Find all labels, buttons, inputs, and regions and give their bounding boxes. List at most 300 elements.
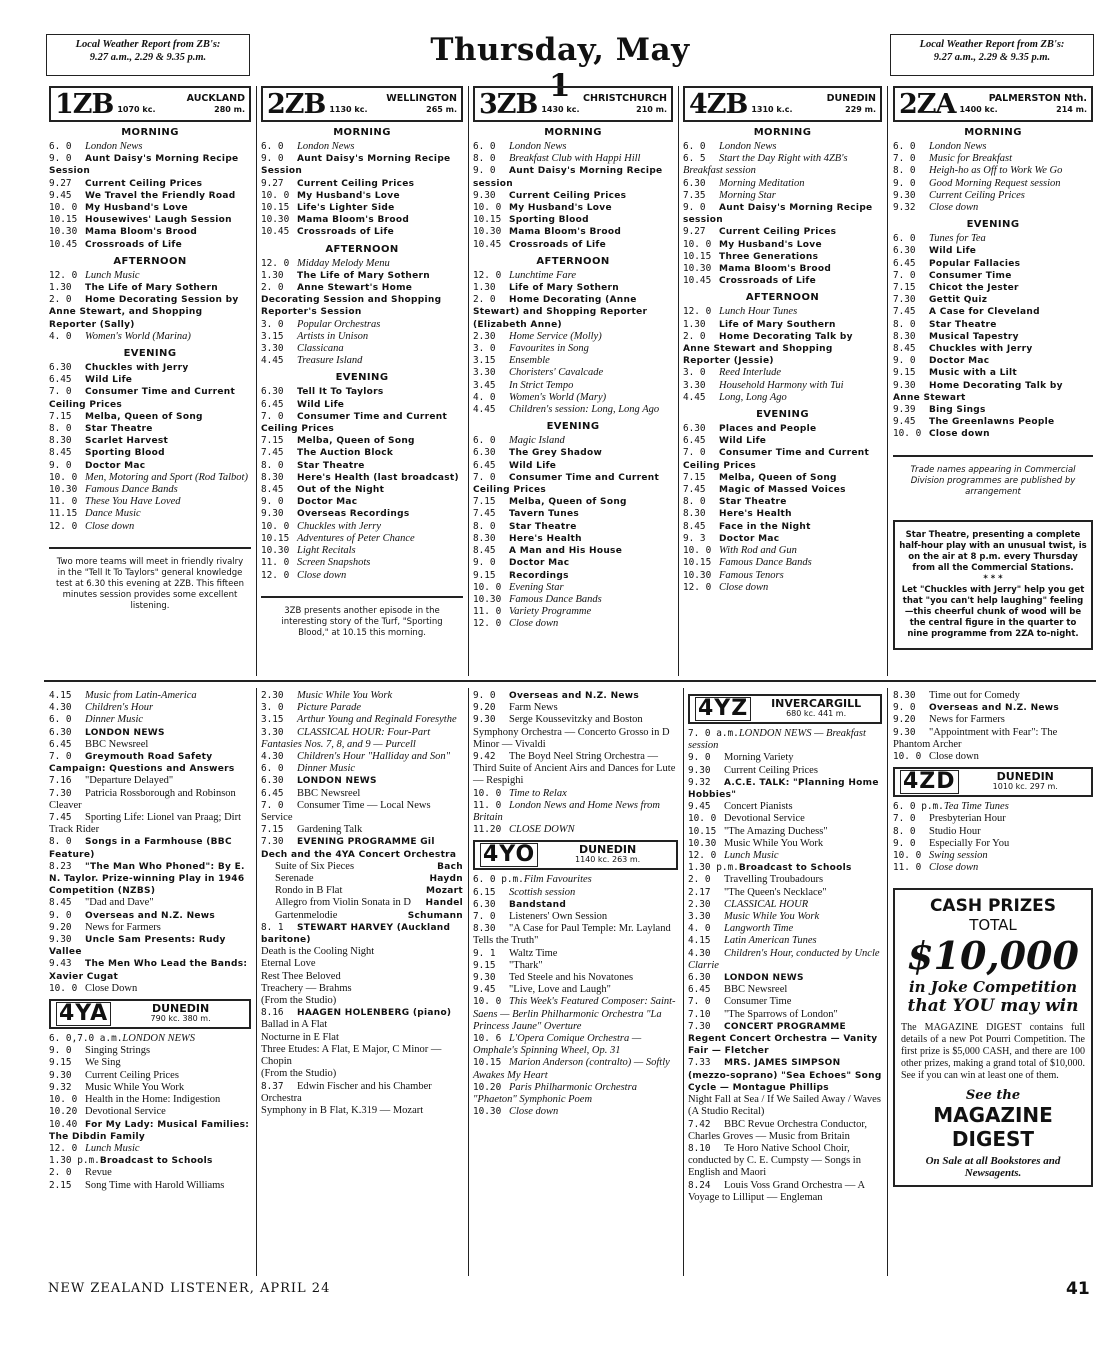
programme-title: Crossroads of Life	[297, 227, 395, 238]
programme-time: 9.15	[473, 959, 496, 971]
programme-title: Music While You Work	[724, 911, 820, 923]
programme-title: Morning Star	[719, 189, 776, 201]
programme-title: Wild Life	[719, 436, 767, 447]
programme-time: 7.30	[893, 294, 916, 306]
programme-item	[473, 508, 673, 520]
programme-title: Travelling Troubadours	[724, 874, 824, 886]
programme-item	[473, 355, 673, 367]
programme-title: Symphony in B Flat, K.319 — Mozart	[261, 1104, 424, 1116]
piece-composer: Schumann	[407, 910, 463, 921]
programme-item	[688, 984, 882, 996]
programme-item	[473, 557, 673, 569]
programme-title: London News	[297, 141, 355, 152]
programme-time: 9. 0	[473, 557, 496, 569]
programme-time: 9. 0	[49, 1045, 72, 1057]
programme-time: 10.20	[473, 1081, 502, 1093]
programme-item	[473, 1106, 678, 1118]
programme-time: 10. 0	[683, 545, 712, 557]
programme-title: Song Time with Harold Williams	[85, 1179, 225, 1191]
programme-title: Music with a Lilt	[929, 368, 1018, 379]
programme-time: 9.30	[49, 934, 72, 946]
programme-title: Chuckles with Jerry	[85, 363, 189, 374]
programme-time: 7.15	[893, 282, 916, 294]
programme-item	[261, 355, 463, 367]
station-city: DUNEDIN	[996, 770, 1054, 784]
programme-title: Crossroads of Life	[509, 239, 607, 250]
magazine-digest-ad	[893, 888, 1093, 1187]
programme-time: 7.15	[261, 824, 284, 836]
programme-title: Melba, Queen of Song	[719, 472, 837, 483]
programme-title: Heigh-ho as Off to Work We Go	[929, 165, 1063, 177]
station-frequency: 1140 kc. 263 m.	[574, 855, 641, 865]
programme-title: Doctor Mac	[509, 558, 570, 569]
column-divider	[887, 688, 888, 1276]
programme-item	[473, 984, 678, 996]
programme-item	[49, 1167, 251, 1179]
programme-time: 12. 0	[683, 306, 712, 318]
programme-time: 9.43	[49, 958, 72, 970]
programme-title: LONDON NEWS	[122, 1033, 196, 1045]
programme-title: Here's Health	[719, 509, 792, 520]
programme-time: 9. 0	[683, 202, 706, 214]
programme-item	[893, 404, 1093, 416]
programme-time: 10.30	[473, 593, 502, 605]
programme-title: Wild Life	[509, 460, 557, 471]
programme-item	[261, 1044, 463, 1068]
programme-item	[261, 508, 463, 520]
programme-time: 12. 0	[683, 581, 712, 593]
programme-item	[473, 690, 678, 702]
programme-title: Consumer Time and Current Ceiling Prices	[261, 411, 448, 435]
programme-item	[261, 714, 463, 726]
ad-joke-competition: in Joke Competition	[908, 978, 1078, 997]
programme-time: 10.20	[49, 1106, 78, 1118]
programme-item	[893, 751, 1093, 763]
programme-time: 2.30	[261, 690, 284, 701]
programme-time: 7. 0	[893, 813, 916, 825]
programme-item	[893, 813, 1093, 825]
programme-title: Close down	[509, 1106, 559, 1118]
programme-item	[683, 331, 882, 368]
programme-time: 9. 0	[688, 752, 711, 764]
programme-item	[473, 521, 673, 533]
programme-title: Home Decorating (Anne Stewart) and Shopping Reporter (Elizabeth Anne)	[473, 295, 648, 330]
programme-item	[688, 899, 882, 911]
programme-title: Close down	[929, 751, 979, 763]
programme-time: 8.30	[49, 435, 72, 447]
programme-time: 3.30	[261, 726, 284, 738]
weather-line1: Local Weather Report from ZB's:	[919, 39, 1065, 50]
programme-item	[49, 1155, 251, 1167]
programme-item	[261, 1081, 463, 1105]
station-kc: 1070 kc.	[117, 105, 156, 114]
programme-item	[893, 343, 1093, 355]
programme-title: Light Recitals	[297, 545, 356, 557]
programme-title: L'Opera Comique Orchestra — Omphale's Spinning Wheel, Op. 31	[473, 1033, 642, 1057]
programme-item	[473, 226, 673, 238]
station-info	[751, 93, 876, 115]
programme-time: 12. 0	[473, 269, 502, 281]
programme-title: EVENING PROGRAMME Gil Dech and the 4YA Concert Orchestra	[261, 837, 457, 860]
programme-title: Current Ceiling Prices	[85, 1069, 179, 1081]
programme-title: Devotional Service	[724, 813, 805, 825]
programme-title: Listeners' Own Session	[509, 911, 608, 923]
programme-time: 10.15	[49, 214, 78, 226]
programme-item	[261, 214, 463, 226]
programme-title: Anne Stewart's Home Decorating Session and Shopping Reporter's Session	[261, 283, 442, 318]
programme-title: Home Decorating Session by Anne Stewart, and Shopping Reporter (Sally)	[49, 295, 239, 330]
weather-box-left	[46, 34, 250, 76]
programme-time: 2. 0	[49, 294, 72, 306]
programme-item	[688, 765, 882, 777]
programme-time: 7. 0	[683, 447, 706, 459]
programme-time: 6.30	[683, 423, 706, 435]
programme-item	[49, 690, 251, 702]
station-frequency: 790 kc. 380 m.	[150, 1014, 211, 1024]
programme-time: 10.30	[261, 545, 290, 557]
music-piece	[261, 897, 463, 909]
bottom-column-1	[46, 690, 254, 1276]
station-info	[959, 93, 1087, 115]
programme-time: 11.20	[473, 824, 502, 836]
programme-time: 10.15	[261, 532, 290, 544]
programme-title: Scottish session	[509, 886, 576, 898]
programme-item	[261, 178, 463, 190]
programme-time: 1.30	[473, 282, 496, 294]
station-column-2za	[890, 86, 1096, 671]
programme-title: Lunch Music	[85, 1142, 140, 1154]
programme-item	[261, 411, 463, 435]
programme-item	[49, 214, 251, 226]
programme-title: Langworth Time	[724, 923, 794, 935]
station-info	[541, 93, 667, 115]
programme-item	[49, 751, 251, 775]
station-city: INVERCARGILL	[771, 697, 862, 710]
programme-title: Star Theatre	[297, 460, 365, 471]
programme-title: For My Lady: Musical Families: The Dibdin Family	[49, 1119, 250, 1142]
programme-time: 7. 0	[688, 996, 711, 1008]
programme-time: 6. 0	[893, 233, 916, 245]
programme-item	[473, 270, 673, 282]
programme-time: 8. 0	[473, 153, 496, 165]
programme-time: 9.39	[893, 404, 916, 416]
programme-time: 6.45	[261, 398, 284, 410]
programme-title: Popular Fallacies	[929, 258, 1021, 269]
programme-title: Treasure Island	[297, 355, 363, 367]
programme-item	[893, 202, 1093, 214]
programme-item	[49, 1057, 251, 1069]
programme-title: Children's session: Long, Long Ago	[509, 404, 660, 416]
programme-item	[473, 165, 673, 189]
programme-title: Aunt Daisy's Morning Recipe session	[683, 203, 873, 226]
programme-title: Close down	[719, 581, 769, 593]
programme-title: Close Down	[85, 982, 138, 994]
station-callsign: 3ZB	[479, 88, 538, 120]
ad-body: The MAGAZINE DIGEST contains full details of a new Pot Pourri Competition. The first prize is $5,000 CASH, and there are 100 other prizes, making a grand total of $10,000. See if you can win at least one of them.	[901, 1022, 1085, 1082]
programme-title: Famous Dance Bands	[719, 557, 812, 569]
programme-item	[688, 911, 882, 923]
programme-time: 10.15	[473, 1057, 502, 1069]
section-heading-afternoon: AFTERNOON	[745, 292, 820, 304]
programme-time: 8.24	[688, 1179, 711, 1191]
programme-time: 10. 0	[893, 428, 922, 440]
music-piece	[261, 873, 463, 885]
programme-time: 10. 0	[683, 238, 712, 250]
programme-title: Music for Breakfast	[929, 153, 1013, 165]
station-frequency	[959, 104, 1087, 115]
programme-item	[683, 533, 882, 545]
programme-item	[893, 282, 1093, 294]
programme-item	[473, 1057, 678, 1081]
programme-time: 6.30	[49, 726, 72, 738]
programme-title: Lunch Music	[85, 269, 140, 281]
programme-item	[683, 521, 882, 533]
programme-item	[683, 557, 882, 569]
programme-item	[683, 306, 882, 318]
programme-item	[473, 948, 678, 960]
programme-time: 2. 0	[688, 874, 711, 886]
programme-item	[473, 960, 678, 972]
programme-time: 10.30	[683, 569, 712, 581]
programme-title: Consumer Time	[929, 270, 1012, 281]
programme-title: We Travel the Friendly Road	[85, 190, 236, 201]
programme-item	[49, 775, 251, 787]
programme-title: London News and Home News from Britain	[473, 799, 660, 824]
programme-time: 9. 0	[893, 837, 916, 849]
programme-item	[261, 472, 463, 484]
programme-time: 7.15	[261, 435, 284, 447]
programme-item	[473, 996, 678, 1033]
programme-title: Chuckles with Jerry	[297, 520, 381, 532]
programme-title: "Live, Love and Laugh"	[509, 984, 611, 996]
programme-title: Night Fall at Sea / If We Sailed Away / Waves (A Studio Recital)	[688, 1094, 881, 1118]
programme-item	[473, 404, 673, 416]
programme-title: Close down	[929, 429, 990, 440]
programme-title: Chicot the Jester	[929, 283, 1019, 294]
programme-item	[261, 995, 463, 1007]
programme-item	[683, 582, 882, 594]
programme-item	[683, 496, 882, 508]
programme-title: (From the Studio)	[261, 1068, 337, 1080]
station-info	[117, 93, 245, 115]
footer-page-number: 41	[1066, 1279, 1090, 1299]
programme-time: 11. 0	[261, 557, 290, 569]
programme-time: 12. 0	[261, 569, 290, 581]
programme-title: BBC Newsreel	[297, 787, 361, 799]
programme-time: 9.30	[893, 379, 916, 391]
programme-title: Music While You Work	[85, 1081, 185, 1093]
programme-time: 10.15	[683, 557, 712, 569]
programme-item	[49, 226, 251, 238]
programme-time: 2. 0	[473, 294, 496, 306]
programme-time: 9. 0	[893, 177, 916, 189]
section-heading-evening: EVENING	[966, 219, 1020, 231]
programme-time: 10.30	[49, 484, 78, 496]
programme-item	[893, 270, 1093, 282]
programme-item	[261, 331, 463, 343]
programme-time: 6.45	[473, 459, 496, 471]
programme-title: A Case for Cleveland	[929, 307, 1040, 318]
programme-item	[893, 153, 1093, 165]
programme-title: Te Horo Native School Choir, conducted by C. E. Cumpsty — Songs in English and Maori	[688, 1142, 861, 1179]
programme-time: 10. 0	[261, 520, 290, 532]
programme-time: 9. 0	[49, 909, 72, 921]
programme-time: 6.30	[473, 898, 496, 910]
programme-item	[261, 258, 463, 270]
programme-item	[688, 1057, 882, 1094]
programme-time: 6. 0,7.0 a.m.	[49, 1033, 123, 1045]
programme-title: This Week's Featured Composer: Saint-Saens — Berlin Philharmonic Orchestra "La Princess Jaune" Overture	[473, 996, 676, 1032]
programme-title: Favourites in Song	[509, 343, 589, 355]
programme-time: 10. 0	[49, 202, 78, 214]
programme-title: Doctor Mac	[929, 356, 990, 367]
bottom-column-3	[470, 690, 681, 1276]
programme-title: Sporting Life: Lionel van Praag; Dirt Track Rider	[49, 812, 242, 836]
programme-title: Greymouth Road Safety Campaign: Questions and Answers	[49, 752, 235, 775]
station-city: CHRISTCHURCH	[583, 93, 667, 104]
programme-item	[261, 141, 463, 153]
programme-time: 8.30	[261, 471, 284, 483]
station-city: DUNEDIN	[151, 1002, 210, 1016]
programme-time: 6. 0 p.m.	[473, 874, 524, 886]
programme-item	[688, 728, 882, 752]
programme-item	[261, 751, 463, 763]
station-column-4zb	[680, 86, 885, 671]
programme-time: 9.20	[893, 714, 916, 726]
station-metres: 280 m.	[214, 105, 245, 114]
programme-item	[261, 824, 463, 836]
section-heading-afternoon: AFTERNOON	[113, 255, 187, 267]
programme-item	[688, 923, 882, 935]
programme-time: 6.30	[49, 362, 72, 374]
programme-title: Swing session	[929, 850, 988, 862]
programme-title: Farm News	[509, 702, 558, 714]
programme-item	[688, 801, 882, 813]
programme-title: Dinner Music	[85, 714, 144, 726]
programme-item	[261, 153, 463, 177]
programme-title: Bandstand	[509, 899, 567, 910]
programme-time: 3.45	[473, 379, 496, 391]
music-piece	[261, 885, 463, 897]
programme-time: 7.45	[683, 484, 706, 496]
programme-time: 7. 0	[893, 269, 916, 281]
programme-title: Variety Programme	[509, 606, 592, 618]
ad-see-the: See the	[965, 1088, 1021, 1104]
programme-title: Life of Mary Sothern	[509, 283, 619, 294]
programme-item	[683, 190, 882, 202]
programme-item	[261, 399, 463, 411]
programme-time: 3.30	[261, 343, 284, 355]
programme-title: (From the Studio)	[261, 995, 337, 1007]
programme-title: Aunt Daisy's Morning Recipe session	[473, 166, 663, 189]
programme-title: Reed Interlude	[719, 367, 782, 379]
programme-time: 3. 0	[261, 702, 284, 714]
trade-names-note: Trade names appearing in Commercial Division programmes are published by arrangement	[893, 455, 1093, 506]
programme-title: Gettit Quiz	[929, 295, 988, 306]
programme-title: Consumer Time	[724, 996, 792, 1008]
programme-time: 9. 0	[49, 153, 72, 165]
programme-title: Home Service (Molly)	[509, 330, 602, 342]
programme-time: 6.45	[49, 374, 72, 386]
programme-time: 7.30	[49, 787, 72, 799]
programme-time: 9.27	[261, 177, 284, 189]
programme-time: 8. 0	[893, 318, 916, 330]
programme-time: 6.30	[473, 447, 496, 459]
station-callsign: 4ZD	[900, 770, 959, 794]
programme-time: 7.30	[688, 1020, 711, 1032]
programme-time: 2.30	[688, 898, 711, 910]
programme-item	[473, 582, 673, 594]
programme-item	[49, 472, 251, 484]
programme-item	[683, 447, 882, 471]
programme-title: My Husband's Love	[719, 239, 822, 250]
programme-title: Famous Dance Bands	[509, 593, 602, 605]
programme-title: Three Generations	[719, 251, 819, 262]
programme-time: 8.45	[49, 897, 72, 909]
programme-title: Out of the Night	[297, 485, 385, 496]
programme-item	[688, 850, 882, 862]
station-callsign: 4YA	[56, 1002, 111, 1026]
station-column-1zb	[46, 86, 254, 671]
programme-title: Consumer Time and Current Ceiling Prices	[683, 448, 870, 471]
programme-time: 8. 0	[683, 496, 706, 508]
programme-title: Current Ceiling Prices	[724, 764, 818, 776]
programme-title: Patricia Rossborough and Robinson Cleaver	[49, 787, 236, 811]
programme-item	[49, 861, 251, 898]
programme-title: Music While You Work	[724, 837, 824, 849]
programme-item	[688, 813, 882, 825]
programme-item	[49, 447, 251, 459]
programme-title: Long, Long Ago	[719, 391, 787, 403]
programme-item	[49, 739, 251, 751]
bottom-column-2	[258, 690, 466, 1276]
programme-time: 10.30	[683, 263, 712, 275]
programme-time: 9. 1	[473, 947, 496, 959]
programme-item	[688, 826, 882, 838]
programme-time: 7.35	[683, 189, 706, 201]
programme-time: 9.45	[49, 189, 72, 201]
programme-title: Star Theatre	[929, 319, 997, 330]
station-callsign: 2ZB	[267, 88, 326, 120]
section-heading-morning: MORNING	[544, 127, 602, 138]
programme-item	[893, 690, 1093, 702]
programme-title: Children's Hour "Halliday and Son"	[297, 751, 451, 763]
programme-item	[261, 386, 463, 398]
programme-time: 8. 0	[49, 423, 72, 435]
programme-title: Lunch Music	[724, 850, 779, 862]
programme-title: Overseas and N.Z. News	[929, 703, 1060, 714]
station-frequency	[117, 104, 245, 115]
programme-time: 8.37	[261, 1080, 284, 1092]
programme-title: The Grey Shadow	[509, 448, 603, 459]
programme-title: Wild Life	[929, 246, 977, 257]
weather-line2: 9.27 a.m., 2.29 & 9.35 p.m.	[933, 52, 1051, 63]
section-heading-evening: EVENING	[335, 372, 389, 384]
programme-title: Star Theatre	[719, 497, 787, 508]
programme-item	[473, 714, 678, 751]
programme-title: London News	[85, 141, 143, 152]
programme-item	[261, 958, 463, 970]
programme-title: Music While You Work	[297, 690, 393, 701]
station-city: AUCKLAND	[186, 93, 245, 104]
programme-title: Revue	[85, 1167, 112, 1179]
programme-item	[261, 800, 463, 824]
programme-time: 8.30	[473, 923, 496, 935]
programme-time: 2.17	[688, 886, 711, 898]
station-logo	[49, 999, 251, 1029]
programme-title: Morning Variety	[724, 752, 794, 764]
programme-item	[49, 1106, 251, 1118]
